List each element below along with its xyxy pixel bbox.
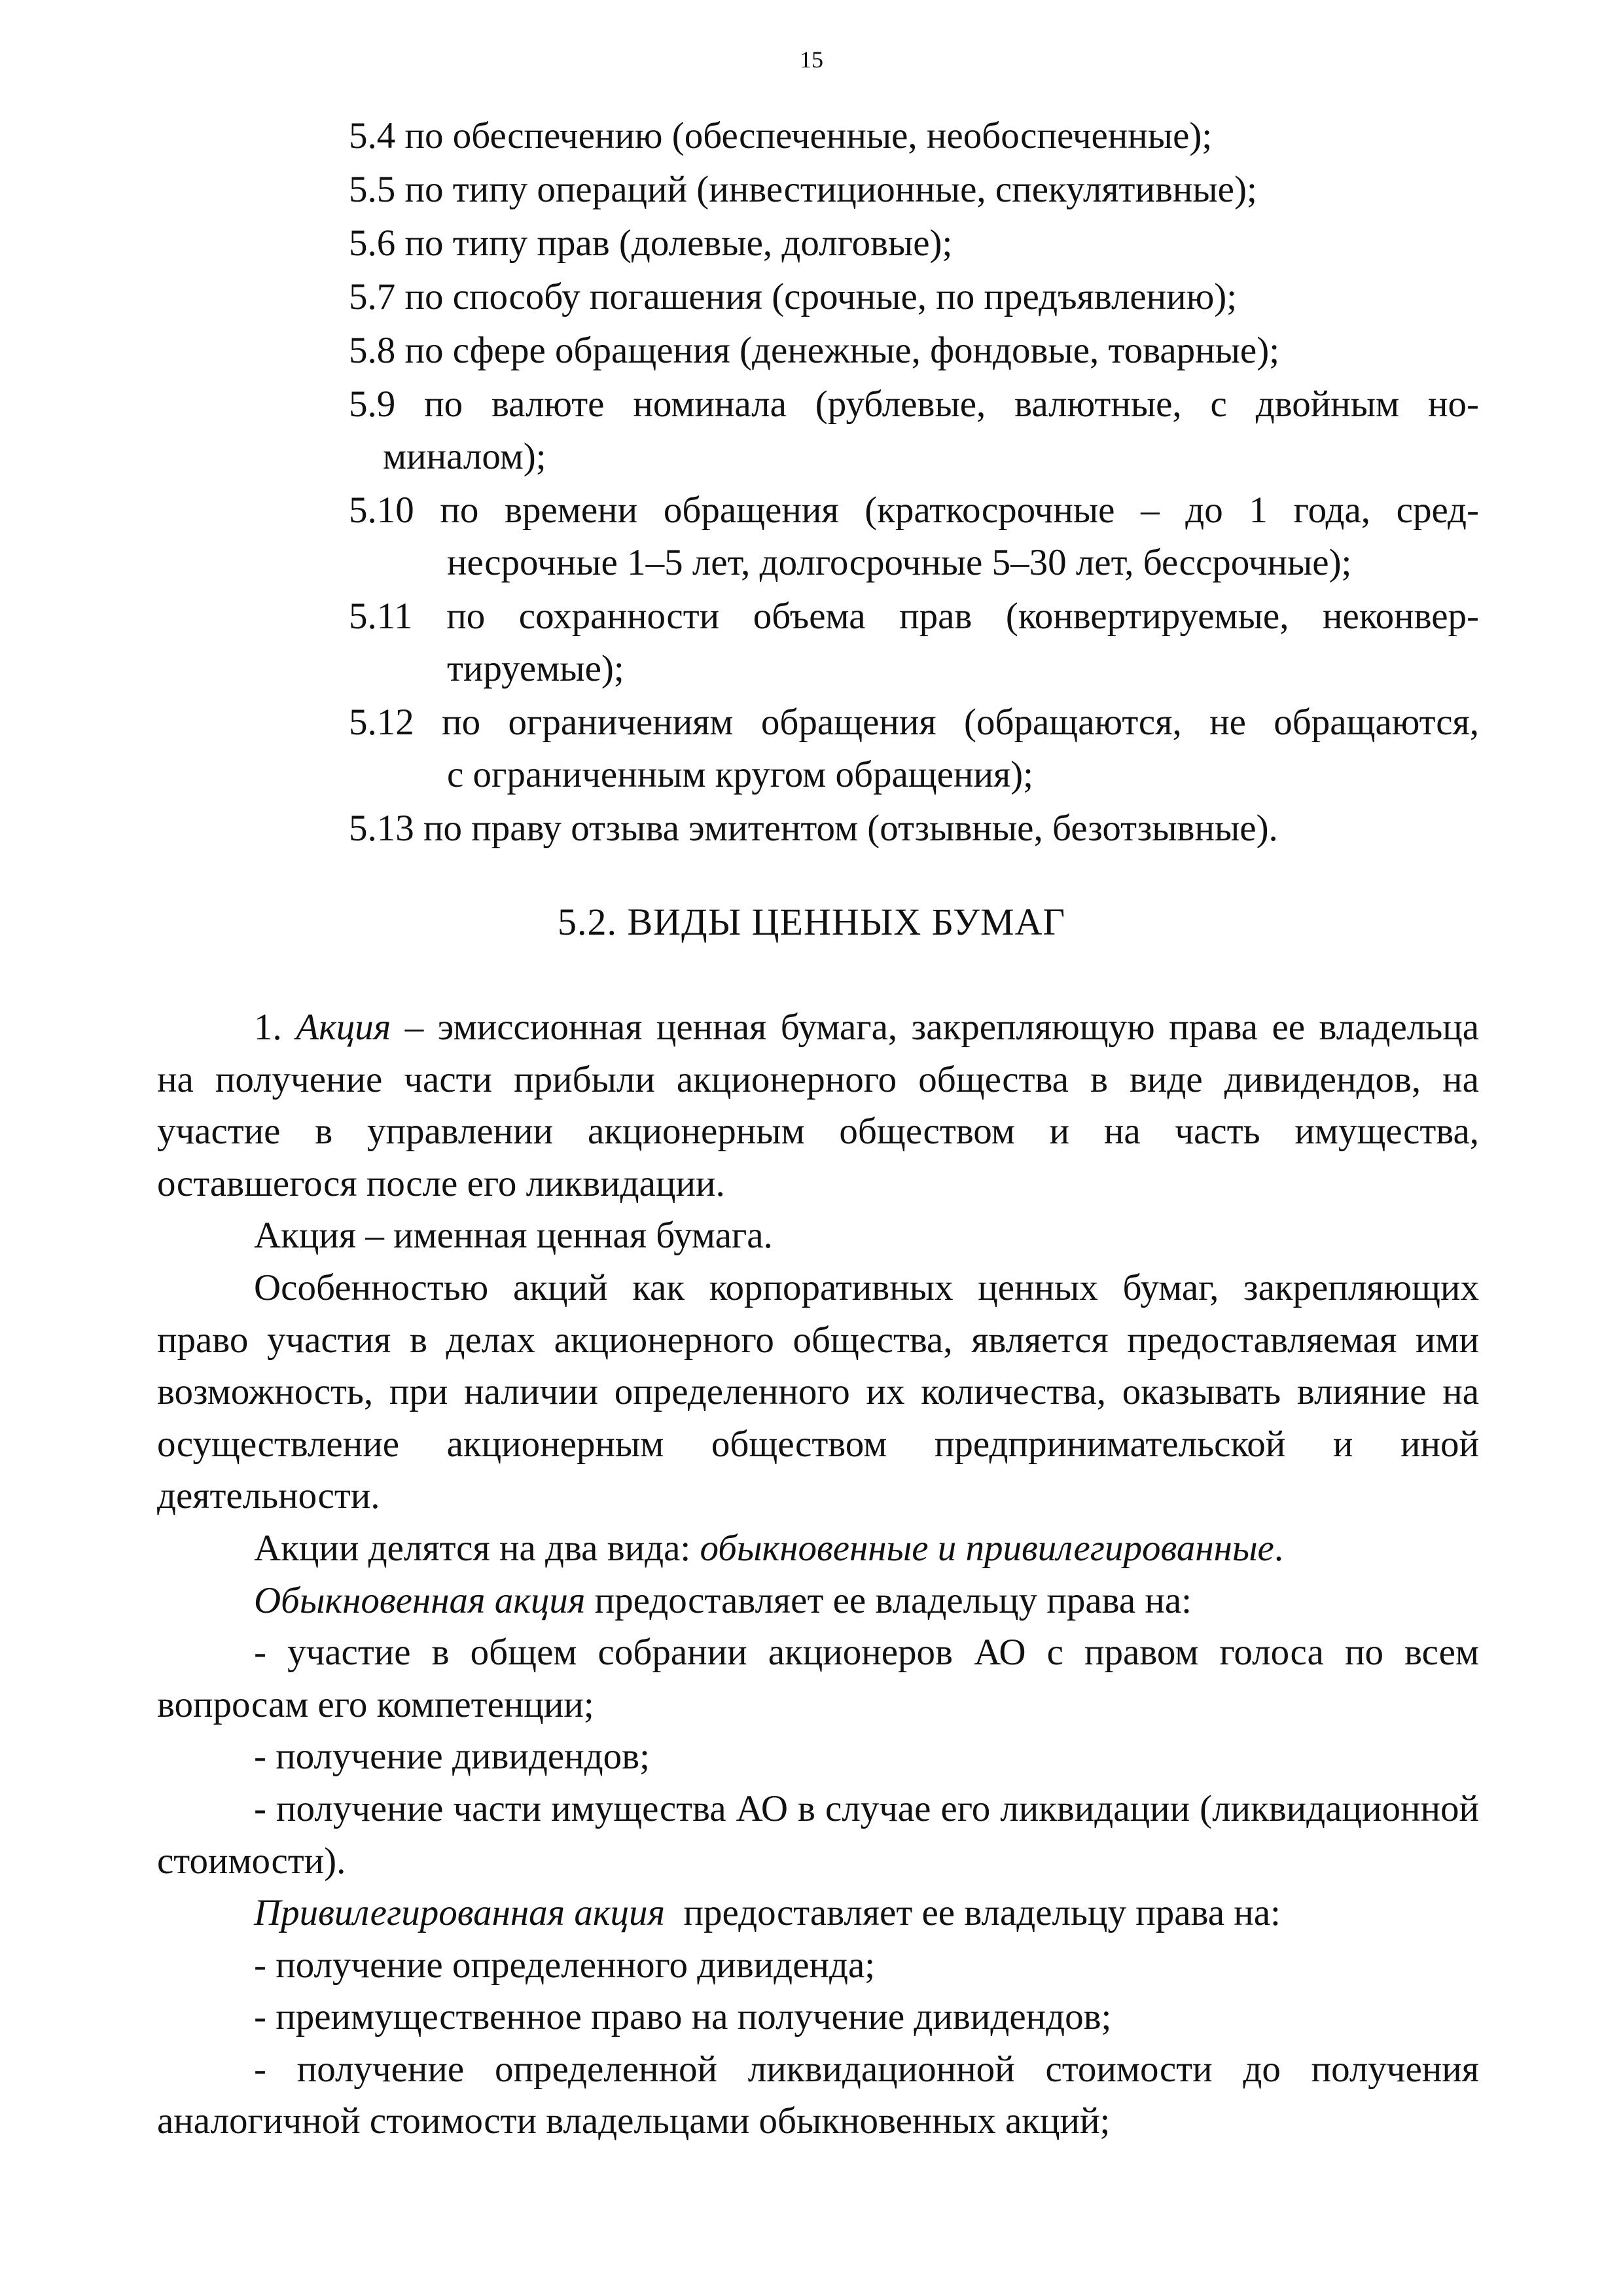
list-item: 5.5 по типу операций (инвестиционные, спекулятивные); (349, 169, 1257, 210)
paragraph: Особенностью акций как корпоративных ценных бумаг, закрепляющих право участия в делах акционерного общества, является предоставляемая ими возможность, при наличии определенного их количества, оказывать влияние на осуществление акционерным обществом предпринимательской и иной деятельности. (157, 1266, 1479, 1517)
paragraph: - получение определенной ликвидационной стоимости до получения аналогичной стоимости владельцами обыкновенных акций; (157, 2048, 1479, 2142)
term-emphasis: Привилегированная акция (254, 1892, 666, 1934)
paragraph: Привилегированная акция предоставляет ее владельцу права на: (254, 1892, 1281, 1934)
list-item: 5.9 по валюте номинала (рублевые, валютные, с двойным но- миналом); (349, 384, 1479, 477)
list-item: 5.11 по сохранности объема прав (конвертируемые, неконвер- тируемые); (349, 596, 1479, 689)
paragraph: - получение определенного дивиденда; (254, 1944, 876, 1986)
paragraph: - получение дивидендов; (254, 1736, 650, 1778)
section-title: 5.2. ВИДЫ ЦЕННЫХ БУМАГ (557, 901, 1066, 943)
term-emphasis: Обыкновенная акция (254, 1579, 586, 1621)
paragraph: - преимущественное право на получение дивидендов; (254, 1996, 1112, 2038)
page-number: 15 (800, 46, 823, 73)
list-item: 5.8 по сфере обращения (денежные, фондовые, товарные); (349, 330, 1280, 371)
paragraph: Обыкновенная акция предоставляет ее владельцу права на: (254, 1579, 1192, 1621)
paragraph: 1. Акция – эмиссионная ценная бумага, закрепляющую права ее владельца на получение части прибыли акционерного общества в виде дивидендов, на участие в управлении акционерным обществом и на часть имущества, оставшегося после его ликвидации. (157, 1007, 1480, 1204)
paragraph: - получение части имущества АО в случае его ликвидации (ликвидационной стоимости). (157, 1787, 1479, 1882)
term-emphasis: обыкновенные и привилегированные (700, 1527, 1274, 1569)
list-item: 5.10 по времени обращения (краткосрочные – до 1 года, сред- несрочные 1–5 лет, долгосрочные 5–30 лет, бессрочные); (349, 490, 1479, 583)
paragraph: - участие в общем собрании акционеров АО с правом голоса по всем вопросам его компетенции; (157, 1632, 1479, 1725)
paragraph: Акции делятся на два вида: обыкновенные и привилегированные. (254, 1527, 1284, 1569)
term-emphasis: Акция (296, 1007, 391, 1048)
paragraph: Акция – именная ценная бумага. (254, 1215, 773, 1257)
body-text (157, 1001, 1479, 2147)
list-item: 5.6 по типу прав (долевые, долговые); (349, 223, 953, 264)
list-item: 5.7 по способу погашения (срочные, по предъявлению); (349, 276, 1238, 317)
list-item: 5.12 по ограничениям обращения (обращаются, не обращаются, с ограниченным кругом обращения); (349, 702, 1479, 795)
classification-list (349, 110, 1479, 856)
list-item: 5.4 по обеспечению (обеспеченные, необоспеченные); (349, 115, 1213, 156)
list-item: 5.13 по праву отзыва эмитентом (отзывные, безотзывные). (349, 808, 1278, 849)
